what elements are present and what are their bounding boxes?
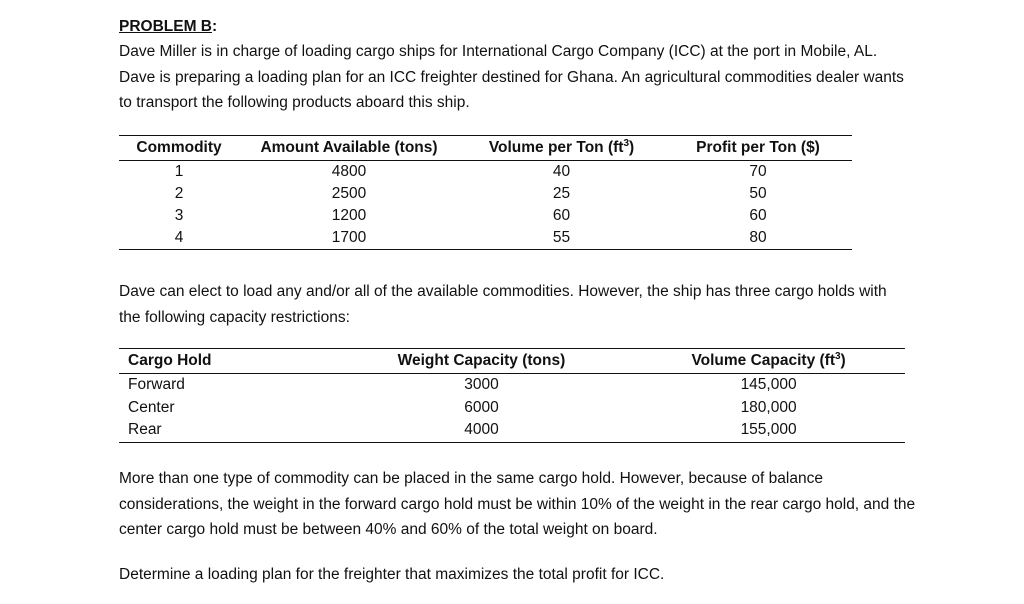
header-profit: Profit per Ton ($) [696,139,820,156]
cell-volume-capacity: 180,000 [740,398,797,416]
commodities-table [119,135,852,250]
cell-volume-capacity: 155,000 [740,421,797,439]
problem-section [119,14,909,116]
table-row [119,419,905,442]
header-volume-capacity [632,349,905,374]
header-cargo-hold: Cargo Hold [128,352,212,369]
header-volcap-prefix: Volume Capacity (ft [691,352,835,369]
cell-commodity: 3 [174,207,184,224]
cell-amount: 1200 [331,207,367,224]
problem-label: PROBLEM B [119,18,212,35]
cell-commodity: 4 [174,229,184,246]
cell-volume: 55 [552,229,571,246]
cell-volume: 40 [552,163,571,180]
commodities-header-row [119,136,852,161]
header-volume-per-ton [459,136,664,161]
holds-header-row [119,349,905,374]
cell-hold: Forward [128,376,185,394]
header-volume-suffix: ) [629,139,635,156]
objective-paragraph: Determine a loading plan for the freighter that maximizes the total profit for ICC. [119,566,665,583]
cell-profit: 60 [749,207,767,224]
cell-commodity: 1 [174,163,184,180]
cell-hold: Rear [128,421,162,439]
cell-commodity: 2 [174,185,184,202]
table-row [119,183,852,205]
balance-paragraph: More than one type of commodity can be placed in the same cargo hold. However, because of balance considerations, the weight in the forward cargo hold must be within 10% of the weight in the rear cargo hold, and the center cargo hold must be between 40% and 60% of the total weight on board. [119,470,916,538]
cell-profit: 70 [749,163,767,180]
table-row [119,161,852,184]
table-row [119,397,905,420]
header-weight-capacity: Weight Capacity (tons) [397,352,566,369]
table-row [119,205,852,227]
cell-amount: 2500 [331,185,367,202]
cell-profit: 50 [749,185,767,202]
cell-hold: Center [128,398,175,416]
header-volume-sup: 3 [623,137,629,149]
capacity-paragraph-block [119,279,909,330]
cargo-holds-table [119,348,905,443]
table-row [119,374,905,397]
problem-heading [119,14,909,39]
intro-paragraph: Dave Miller is in charge of loading cargo ships for International Cargo Company (ICC) at the port in Mobile, AL. Dave is preparing a loading plan for an ICC freighter destined for Ghana. An agricultural commodities dealer wants to transport the following products aboard this ship. [119,43,904,111]
balance-paragraph-block [119,466,919,543]
cell-amount: 4800 [331,163,367,180]
cell-amount: 1700 [331,229,367,246]
header-volcap-sup: 3 [834,350,841,362]
cell-volume-capacity: 145,000 [740,376,797,394]
cell-weight: 3000 [464,376,499,394]
cell-weight: 4000 [464,421,499,439]
cell-weight: 6000 [464,398,499,416]
cell-profit: 80 [749,229,767,246]
capacity-paragraph: Dave can elect to load any and/or all of the available commodities. However, the ship has three cargo holds with the following capacity restrictions: [119,283,887,326]
objective-paragraph-block [119,562,909,588]
header-volume-prefix: Volume per Ton (ft [488,139,624,156]
header-amount: Amount Available (tons) [260,139,438,156]
header-volcap-suffix: ) [840,352,846,369]
cell-volume: 60 [552,207,571,224]
table-row [119,227,852,250]
header-commodity: Commodity [136,139,222,156]
cell-volume: 25 [552,185,571,202]
problem-label-colon: : [212,18,218,35]
